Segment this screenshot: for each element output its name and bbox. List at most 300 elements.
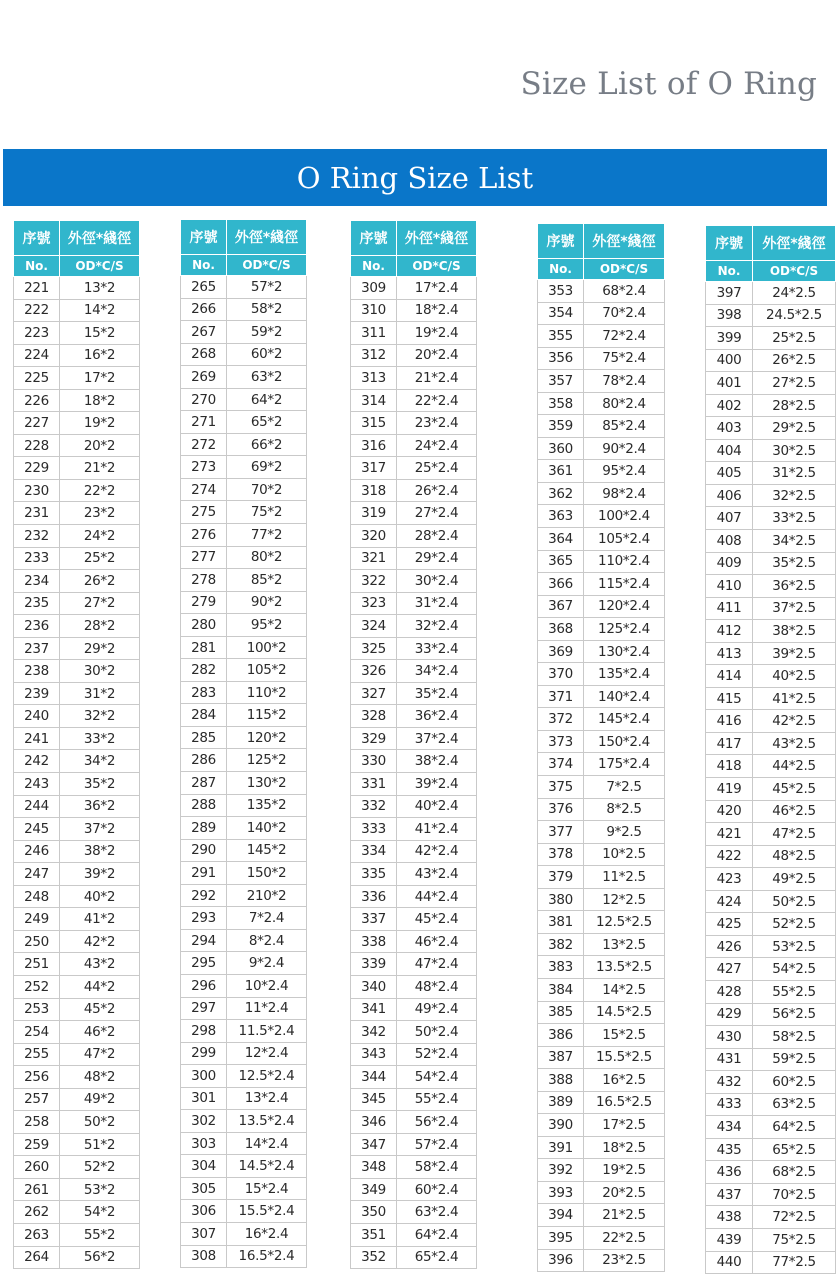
header-no-cn: 序號 [706, 226, 753, 261]
size-value: 10*2.5 [584, 843, 665, 866]
size-value: 48*2.4 [397, 975, 477, 998]
size-number: 232 [14, 525, 60, 548]
header-no-cn: 序號 [351, 221, 397, 256]
table-row [181, 839, 307, 862]
table-row [538, 325, 665, 348]
size-number: 262 [14, 1201, 60, 1224]
size-value: 19*2.5 [584, 1159, 665, 1182]
table-row [14, 885, 140, 908]
size-number: 229 [14, 457, 60, 480]
table-row [706, 935, 836, 958]
size-table [705, 225, 836, 1274]
size-value: 64*2.4 [397, 1223, 477, 1246]
size-value: 77*2.5 [753, 1251, 836, 1274]
table-row [538, 776, 665, 799]
table-row [538, 640, 665, 663]
table-row [706, 417, 836, 440]
size-number: 323 [351, 592, 397, 615]
size-number: 388 [538, 1069, 584, 1092]
size-number: 376 [538, 798, 584, 821]
size-value: 11*2.5 [584, 866, 665, 889]
size-number: 238 [14, 660, 60, 683]
table-row [538, 1114, 665, 1137]
size-number: 347 [351, 1133, 397, 1156]
table-row [181, 546, 307, 569]
size-value: 57*2 [227, 276, 307, 299]
size-number: 263 [14, 1223, 60, 1246]
size-value: 22*2.4 [397, 389, 477, 412]
size-number: 382 [538, 933, 584, 956]
table-row [14, 1178, 140, 1201]
size-number: 367 [538, 595, 584, 618]
size-value: 130*2.4 [584, 640, 665, 663]
size-value: 60*2.5 [753, 1071, 836, 1094]
table-row [351, 998, 477, 1021]
table-row [706, 1251, 836, 1274]
size-value: 48*2.5 [753, 845, 836, 868]
table-row [351, 885, 477, 908]
size-number: 369 [538, 640, 584, 663]
size-value: 125*2.4 [584, 618, 665, 641]
size-number: 321 [351, 547, 397, 570]
size-value: 16.5*2.5 [584, 1091, 665, 1114]
table-row [14, 1133, 140, 1156]
size-number: 392 [538, 1159, 584, 1182]
size-value: 65*2.4 [397, 1246, 477, 1269]
size-number: 269 [181, 366, 227, 389]
size-value: 15*2 [60, 322, 140, 345]
size-value: 49*2 [60, 1088, 140, 1111]
size-value: 13*2.4 [227, 1087, 307, 1110]
size-value: 36*2.5 [753, 575, 836, 598]
size-value: 15*2.4 [227, 1177, 307, 1200]
size-value: 28*2.4 [397, 525, 477, 548]
size-value: 105*2.4 [584, 528, 665, 551]
size-value: 38*2.5 [753, 620, 836, 643]
size-number: 353 [538, 280, 584, 303]
size-value: 75*2.4 [584, 347, 665, 370]
size-number: 325 [351, 637, 397, 660]
size-value: 9*2.4 [227, 952, 307, 975]
size-value: 18*2 [60, 389, 140, 412]
size-value: 135*2.4 [584, 663, 665, 686]
size-number: 425 [706, 913, 753, 936]
table-row [14, 1156, 140, 1179]
table-row [538, 528, 665, 551]
size-number: 256 [14, 1066, 60, 1089]
size-number: 276 [181, 524, 227, 547]
size-number: 272 [181, 433, 227, 456]
size-value: 32*2.4 [397, 615, 477, 638]
table-row [538, 550, 665, 573]
size-number: 320 [351, 525, 397, 548]
table-row [14, 795, 140, 818]
size-number: 373 [538, 730, 584, 753]
size-number: 423 [706, 868, 753, 891]
size-value: 77*2 [227, 524, 307, 547]
size-value: 8*2.5 [584, 798, 665, 821]
header-size-en: OD*C/S [753, 261, 836, 282]
table-row [706, 800, 836, 823]
table-row [706, 642, 836, 665]
table-row [181, 884, 307, 907]
header-no-en: No. [538, 259, 584, 280]
table-row [538, 1204, 665, 1227]
size-number: 258 [14, 1111, 60, 1134]
size-number: 361 [538, 460, 584, 483]
size-number: 410 [706, 575, 753, 598]
table-row [538, 595, 665, 618]
size-value: 30*2 [60, 660, 140, 683]
table-row [351, 434, 477, 457]
table-row [14, 570, 140, 593]
size-value: 21*2 [60, 457, 140, 480]
size-table [13, 220, 140, 1269]
size-number: 273 [181, 456, 227, 479]
size-value: 44*2.4 [397, 885, 477, 908]
size-number: 227 [14, 412, 60, 435]
table-row [181, 591, 307, 614]
table-row [538, 663, 665, 686]
table-row [351, 615, 477, 638]
size-number: 237 [14, 637, 60, 660]
size-number: 310 [351, 299, 397, 322]
size-number: 289 [181, 817, 227, 840]
size-value: 110*2 [227, 681, 307, 704]
size-value: 54*2.5 [753, 958, 836, 981]
size-number: 284 [181, 704, 227, 727]
size-number: 340 [351, 975, 397, 998]
size-value: 35*2 [60, 773, 140, 796]
size-value: 37*2.5 [753, 597, 836, 620]
size-number: 399 [706, 327, 753, 350]
size-number: 274 [181, 478, 227, 501]
size-value: 54*2.4 [397, 1066, 477, 1089]
size-value: 14.5*2.4 [227, 1155, 307, 1178]
table-row [181, 1065, 307, 1088]
table-row [14, 367, 140, 390]
size-number: 291 [181, 862, 227, 885]
size-value: 45*2.4 [397, 908, 477, 931]
size-value: 15*2.5 [584, 1024, 665, 1047]
size-value: 65*2.5 [753, 1138, 836, 1161]
size-value: 20*2.4 [397, 344, 477, 367]
table-row [14, 705, 140, 728]
size-number: 226 [14, 389, 60, 412]
table-row [351, 344, 477, 367]
size-number: 339 [351, 953, 397, 976]
size-number: 348 [351, 1156, 397, 1179]
table-row [538, 1226, 665, 1249]
table-row [351, 389, 477, 412]
size-number: 319 [351, 502, 397, 525]
size-number: 402 [706, 394, 753, 417]
size-number: 259 [14, 1133, 60, 1156]
table-row [538, 798, 665, 821]
table-row [181, 636, 307, 659]
size-value: 13.5*2.4 [227, 1110, 307, 1133]
table-row [351, 1111, 477, 1134]
table-row [538, 978, 665, 1001]
table-row [706, 1003, 836, 1026]
table-row [14, 975, 140, 998]
table-row [14, 1088, 140, 1111]
table-row [538, 437, 665, 460]
table-row [351, 1088, 477, 1111]
table-row [351, 727, 477, 750]
size-number: 432 [706, 1071, 753, 1094]
size-number: 261 [14, 1178, 60, 1201]
table-row [181, 614, 307, 637]
size-value: 85*2.4 [584, 415, 665, 438]
size-value: 125*2 [227, 749, 307, 772]
table-row [706, 507, 836, 530]
size-number: 381 [538, 911, 584, 934]
size-value: 8*2.4 [227, 929, 307, 952]
table-row [706, 1071, 836, 1094]
size-value: 43*2.5 [753, 732, 836, 755]
size-number: 357 [538, 370, 584, 393]
table-row [706, 687, 836, 710]
table-row [351, 1223, 477, 1246]
size-value: 16*2.5 [584, 1069, 665, 1092]
size-value: 52*2 [60, 1156, 140, 1179]
table-row [538, 460, 665, 483]
header-no-en: No. [706, 261, 753, 282]
table-row [14, 592, 140, 615]
table-row [351, 863, 477, 886]
size-number: 307 [181, 1222, 227, 1245]
table-row [181, 974, 307, 997]
size-value: 12.5*2.5 [584, 911, 665, 934]
size-value: 70*2.4 [584, 302, 665, 325]
size-value: 17*2.4 [397, 277, 477, 300]
size-value: 70*2.5 [753, 1183, 836, 1206]
table-row [181, 321, 307, 344]
size-value: 49*2.4 [397, 998, 477, 1021]
size-value: 32*2.5 [753, 484, 836, 507]
table-row [14, 773, 140, 796]
table-row [706, 530, 836, 553]
size-number: 283 [181, 681, 227, 704]
size-number: 294 [181, 929, 227, 952]
header-size-en: OD*C/S [227, 255, 307, 276]
size-value: 24*2.5 [753, 282, 836, 305]
table-row [706, 732, 836, 755]
size-number: 280 [181, 614, 227, 637]
table-row [14, 434, 140, 457]
size-number: 312 [351, 344, 397, 367]
size-number: 295 [181, 952, 227, 975]
size-number: 264 [14, 1246, 60, 1269]
size-value: 38*2.4 [397, 750, 477, 773]
table-row [181, 388, 307, 411]
size-value: 31*2 [60, 682, 140, 705]
size-value: 17*2.5 [584, 1114, 665, 1137]
size-value: 64*2.5 [753, 1116, 836, 1139]
size-value: 46*2.4 [397, 930, 477, 953]
size-value: 140*2.4 [584, 685, 665, 708]
size-value: 33*2.5 [753, 507, 836, 530]
header-no-en: No. [351, 256, 397, 277]
size-number: 326 [351, 660, 397, 683]
table-row [706, 597, 836, 620]
size-value: 60*2.4 [397, 1178, 477, 1201]
size-number: 230 [14, 479, 60, 502]
table-row [181, 524, 307, 547]
size-value: 95*2.4 [584, 460, 665, 483]
banner-title: O Ring Size List [296, 160, 534, 195]
table-row [538, 1091, 665, 1114]
table-row [14, 389, 140, 412]
table-row [351, 1043, 477, 1066]
header-no-cn: 序號 [181, 220, 227, 255]
size-value: 9*2.5 [584, 821, 665, 844]
size-value: 29*2 [60, 637, 140, 660]
size-number: 437 [706, 1183, 753, 1206]
table-row [181, 478, 307, 501]
size-value: 35*2.4 [397, 682, 477, 705]
size-number: 225 [14, 367, 60, 390]
table-row [181, 501, 307, 524]
size-value: 31*2.5 [753, 462, 836, 485]
size-value: 72*2.4 [584, 325, 665, 348]
table-row [14, 953, 140, 976]
table-row [538, 618, 665, 641]
size-value: 52*2.5 [753, 913, 836, 936]
size-value: 135*2 [227, 794, 307, 817]
table-row [181, 1200, 307, 1223]
header-size-cn: 外徑*綫徑 [753, 226, 836, 261]
table-row [706, 1138, 836, 1161]
size-value: 22*2 [60, 479, 140, 502]
table-row [14, 1066, 140, 1089]
size-value: 22*2.5 [584, 1226, 665, 1249]
size-number: 244 [14, 795, 60, 818]
size-number: 300 [181, 1065, 227, 1088]
table-row [14, 502, 140, 525]
size-number: 436 [706, 1161, 753, 1184]
size-number: 389 [538, 1091, 584, 1114]
size-number: 387 [538, 1046, 584, 1069]
size-number: 240 [14, 705, 60, 728]
size-value: 85*2 [227, 569, 307, 592]
size-value: 115*2 [227, 704, 307, 727]
size-number: 397 [706, 282, 753, 305]
table-row [181, 681, 307, 704]
size-value: 54*2 [60, 1201, 140, 1224]
size-number: 412 [706, 620, 753, 643]
size-number: 243 [14, 773, 60, 796]
size-table [350, 220, 477, 1269]
size-number: 435 [706, 1138, 753, 1161]
size-number: 431 [706, 1048, 753, 1071]
size-value: 27*2 [60, 592, 140, 615]
table-row [706, 845, 836, 868]
table-row [14, 1201, 140, 1224]
size-number: 330 [351, 750, 397, 773]
table-row [14, 840, 140, 863]
size-number: 439 [706, 1228, 753, 1251]
size-value: 210*2 [227, 884, 307, 907]
size-value: 56*2.4 [397, 1111, 477, 1134]
size-number: 333 [351, 818, 397, 841]
size-number: 265 [181, 276, 227, 299]
table-row [706, 890, 836, 913]
size-number: 228 [14, 434, 60, 457]
size-value: 66*2 [227, 433, 307, 456]
table-row [351, 975, 477, 998]
size-value: 12*2.4 [227, 1042, 307, 1065]
table-row [538, 347, 665, 370]
size-number: 343 [351, 1043, 397, 1066]
size-number: 409 [706, 552, 753, 575]
size-number: 334 [351, 840, 397, 863]
size-number: 440 [706, 1251, 753, 1274]
size-number: 365 [538, 550, 584, 573]
size-value: 46*2 [60, 1021, 140, 1044]
size-number: 360 [538, 437, 584, 460]
size-number: 358 [538, 392, 584, 415]
table-row [14, 908, 140, 931]
size-number: 424 [706, 890, 753, 913]
size-value: 19*2 [60, 412, 140, 435]
table-row [351, 367, 477, 390]
size-number: 404 [706, 439, 753, 462]
size-value: 51*2 [60, 1133, 140, 1156]
table-row [181, 817, 307, 840]
size-value: 43*2 [60, 953, 140, 976]
table-row [181, 997, 307, 1020]
size-value: 28*2 [60, 615, 140, 638]
table-row [538, 573, 665, 596]
size-value: 20*2 [60, 434, 140, 457]
size-value: 26*2.5 [753, 349, 836, 372]
table-row [538, 685, 665, 708]
size-number: 304 [181, 1155, 227, 1178]
size-number: 406 [706, 484, 753, 507]
size-number: 391 [538, 1136, 584, 1159]
size-value: 26*2 [60, 570, 140, 593]
size-number: 277 [181, 546, 227, 569]
size-value: 53*2 [60, 1178, 140, 1201]
table-row [706, 1206, 836, 1229]
table-row [351, 570, 477, 593]
size-number: 302 [181, 1110, 227, 1133]
table-row [351, 1133, 477, 1156]
table-row [181, 1042, 307, 1065]
table-row [14, 615, 140, 638]
size-value: 58*2 [227, 298, 307, 321]
table-row [181, 1177, 307, 1200]
table-row [706, 282, 836, 305]
size-number: 342 [351, 1021, 397, 1044]
size-number: 248 [14, 885, 60, 908]
size-number: 427 [706, 958, 753, 981]
table-row [706, 484, 836, 507]
size-value: 35*2.5 [753, 552, 836, 575]
table-row [351, 412, 477, 435]
size-number: 233 [14, 547, 60, 570]
table-row [538, 866, 665, 889]
size-number: 352 [351, 1246, 397, 1269]
size-number: 285 [181, 726, 227, 749]
size-number: 231 [14, 502, 60, 525]
table-row [181, 907, 307, 930]
size-number: 332 [351, 795, 397, 818]
size-value: 12*2.5 [584, 888, 665, 911]
table-row [706, 327, 836, 350]
